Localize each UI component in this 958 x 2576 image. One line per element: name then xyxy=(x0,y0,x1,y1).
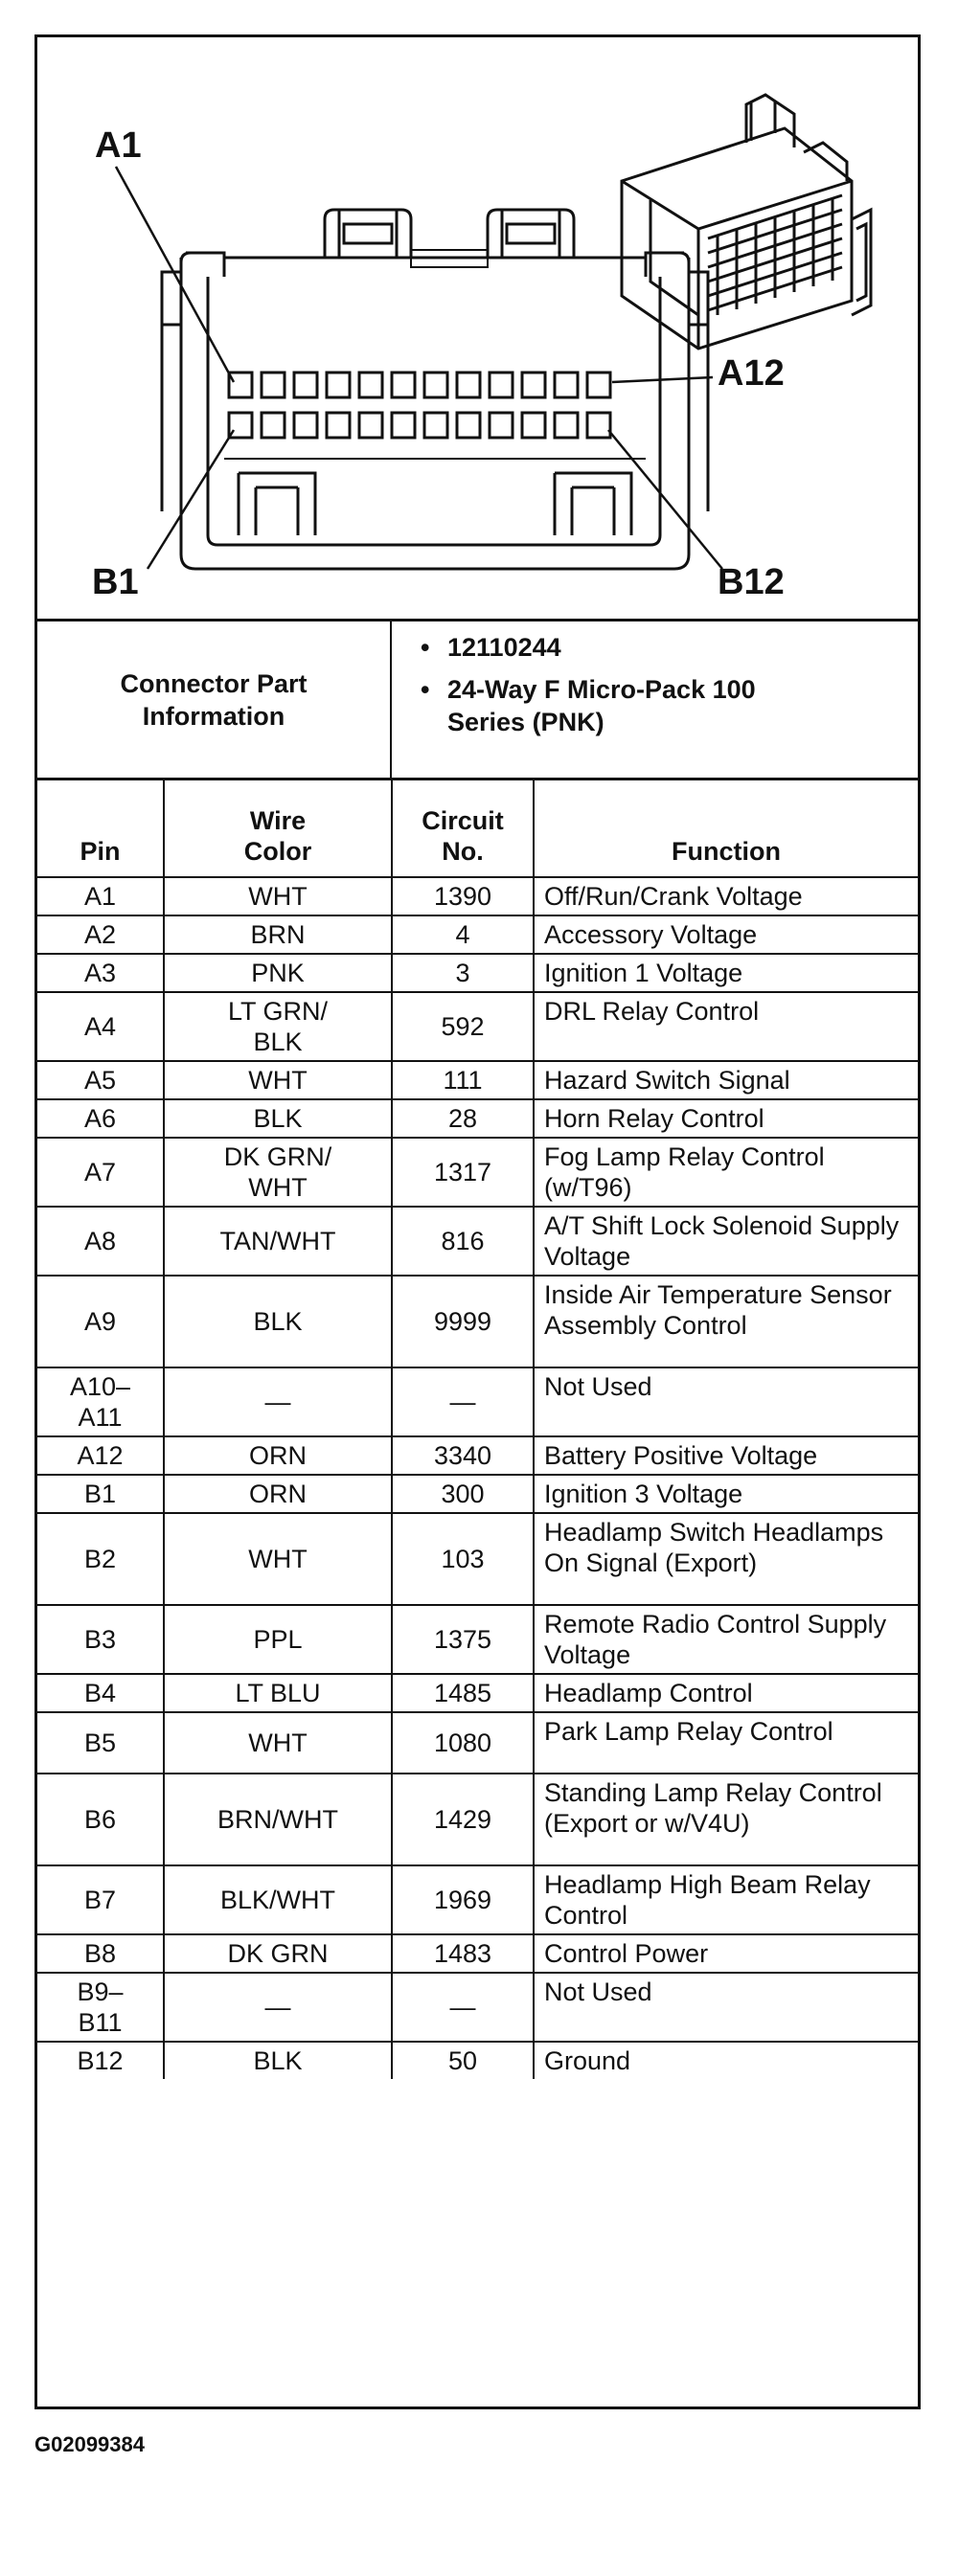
wire-color-cell: PNK xyxy=(164,954,392,992)
function-cell: Standing Lamp Relay Control (Export or w/V4U) xyxy=(534,1774,918,1865)
wire-color-cell: BLK xyxy=(164,1276,392,1367)
table-row xyxy=(37,1276,918,1367)
pin-cell: B7 xyxy=(37,1865,164,1934)
pin-cell: A9 xyxy=(37,1276,164,1367)
circuit-cell: 1080 xyxy=(392,1712,534,1774)
circuit-cell: 3 xyxy=(392,954,534,992)
circuit-cell: 1375 xyxy=(392,1605,534,1674)
connector-info-label: Connector Part Information xyxy=(37,621,392,778)
table-row xyxy=(37,1207,918,1276)
function-cell: Remote Radio Control Supply Voltage xyxy=(534,1605,918,1674)
function-cell: Not Used xyxy=(534,1973,918,2042)
figure-id: G02099384 xyxy=(34,2432,145,2456)
function-cell: Horn Relay Control xyxy=(534,1099,918,1138)
circuit-cell: 1483 xyxy=(392,1934,534,1973)
pin-cell: A1 xyxy=(37,877,164,915)
pinout-rows xyxy=(37,877,918,2079)
pin-cell: A7 xyxy=(37,1138,164,1207)
wire-color-cell: ORN xyxy=(164,1475,392,1513)
table-row xyxy=(37,1099,918,1138)
function-cell: A/T Shift Lock Solenoid Supply Voltage xyxy=(534,1207,918,1276)
wire-color-cell: BLK xyxy=(164,2042,392,2079)
table-row xyxy=(37,992,918,1061)
label-a1: A1 xyxy=(95,125,142,166)
circuit-cell: — xyxy=(392,1973,534,2042)
circuit-cell: 103 xyxy=(392,1513,534,1605)
wire-color-cell: LT BLU xyxy=(164,1674,392,1712)
wire-color-cell: BRN/WHT xyxy=(164,1774,392,1865)
connector-drawing xyxy=(37,37,918,619)
function-cell: Inside Air Temperature Sensor Assembly Control xyxy=(534,1276,918,1367)
circuit-cell: 50 xyxy=(392,2042,534,2079)
wire-color-cell: DK GRN/ WHT xyxy=(164,1138,392,1207)
table-row xyxy=(37,877,918,915)
table-row xyxy=(37,2042,918,2079)
table-row xyxy=(37,1436,918,1475)
connector-face xyxy=(162,210,708,569)
pin-cell: B6 xyxy=(37,1774,164,1865)
circuit-cell: 1317 xyxy=(392,1138,534,1207)
function-cell: Fog Lamp Relay Control (w/T96) xyxy=(534,1138,918,1207)
pin-cell: B3 xyxy=(37,1605,164,1674)
wire-color-cell: TAN/WHT xyxy=(164,1207,392,1276)
table-row xyxy=(37,1712,918,1774)
pin-cell: A2 xyxy=(37,915,164,954)
table-row xyxy=(37,1475,918,1513)
table-header-row xyxy=(37,778,918,877)
wire-color-cell: ORN xyxy=(164,1436,392,1475)
label-b12: B12 xyxy=(718,562,785,602)
circuit-cell: 111 xyxy=(392,1061,534,1099)
wire-color-cell: PPL xyxy=(164,1605,392,1674)
wire-color-cell: WHT xyxy=(164,1513,392,1605)
function-cell: Headlamp Control xyxy=(534,1674,918,1712)
function-cell: Not Used xyxy=(534,1367,918,1436)
pin-cell: B1 xyxy=(37,1475,164,1513)
wire-color-cell: — xyxy=(164,1367,392,1436)
table-row xyxy=(37,1513,918,1605)
function-cell: Hazard Switch Signal xyxy=(534,1061,918,1099)
pin-cell: A5 xyxy=(37,1061,164,1099)
connector-info-items xyxy=(394,631,911,748)
circuit-cell: 3340 xyxy=(392,1436,534,1475)
pin-cell: B2 xyxy=(37,1513,164,1605)
function-cell: Accessory Voltage xyxy=(534,915,918,954)
pin-cell: A12 xyxy=(37,1436,164,1475)
circuit-cell: 4 xyxy=(392,915,534,954)
circuit-cell: 816 xyxy=(392,1207,534,1276)
circuit-cell: 1429 xyxy=(392,1774,534,1865)
table-row xyxy=(37,1973,918,2042)
wire-color-cell: WHT xyxy=(164,1712,392,1774)
table-row xyxy=(37,1774,918,1865)
circuit-cell: 1390 xyxy=(392,877,534,915)
wire-color-cell: BRN xyxy=(164,915,392,954)
circuit-cell: 9999 xyxy=(392,1276,534,1367)
part-number: • 12110244 xyxy=(409,631,911,664)
connector-part-info xyxy=(37,621,918,780)
pinout-table xyxy=(37,778,918,2079)
label-b1: B1 xyxy=(92,562,139,602)
function-cell: Battery Positive Voltage xyxy=(534,1436,918,1475)
wire-color-cell: LT GRN/ BLK xyxy=(164,992,392,1061)
circuit-cell: 28 xyxy=(392,1099,534,1138)
table-row xyxy=(37,954,918,992)
table-row xyxy=(37,1138,918,1207)
pin-cell: A3 xyxy=(37,954,164,992)
pin-cell: B5 xyxy=(37,1712,164,1774)
table-row xyxy=(37,915,918,954)
circuit-cell: 1485 xyxy=(392,1674,534,1712)
circuit-cell: 592 xyxy=(392,992,534,1061)
function-cell: Control Power xyxy=(534,1934,918,1973)
function-cell: Off/Run/Crank Voltage xyxy=(534,877,918,915)
function-cell: DRL Relay Control xyxy=(534,992,918,1061)
wire-color-cell: BLK xyxy=(164,1099,392,1138)
label-a12: A12 xyxy=(718,353,785,394)
wire-color-cell: BLK/WHT xyxy=(164,1865,392,1934)
connector-sheet xyxy=(34,34,921,2409)
table-row xyxy=(37,1865,918,1934)
circuit-cell: 300 xyxy=(392,1475,534,1513)
pin-cell: A6 xyxy=(37,1099,164,1138)
wire-color-cell: — xyxy=(164,1973,392,2042)
table-row xyxy=(37,1367,918,1436)
pin-cell: A10– A11 xyxy=(37,1367,164,1436)
connector-type: • 24-Way F Micro-Pack 100 Series (PNK) xyxy=(409,673,911,738)
table-row xyxy=(37,1934,918,1973)
function-cell: Ignition 1 Voltage xyxy=(534,954,918,992)
table-row xyxy=(37,1674,918,1712)
circuit-cell: — xyxy=(392,1367,534,1436)
header-wire-color: Wire Color xyxy=(164,778,392,877)
pin-cell: B4 xyxy=(37,1674,164,1712)
header-function: Function xyxy=(534,778,918,877)
wire-color-cell: WHT xyxy=(164,877,392,915)
pin-cavities-row-a xyxy=(229,373,610,397)
pin-cavities-row-b xyxy=(229,413,610,438)
pin-cell: A8 xyxy=(37,1207,164,1276)
function-cell: Ignition 3 Voltage xyxy=(534,1475,918,1513)
header-pin: Pin xyxy=(37,778,164,877)
pin-cell: B12 xyxy=(37,2042,164,2079)
table-row xyxy=(37,1605,918,1674)
pin-cell: A4 xyxy=(37,992,164,1061)
function-cell: Headlamp Switch Headlamps On Signal (Export) xyxy=(534,1513,918,1605)
function-cell: Park Lamp Relay Control xyxy=(534,1712,918,1774)
function-cell: Headlamp High Beam Relay Control xyxy=(534,1865,918,1934)
pin-cell: B9– B11 xyxy=(37,1973,164,2042)
wire-color-cell: WHT xyxy=(164,1061,392,1099)
circuit-cell: 1969 xyxy=(392,1865,534,1934)
pin-cell: B8 xyxy=(37,1934,164,1973)
table-row xyxy=(37,1061,918,1099)
function-cell: Ground xyxy=(534,2042,918,2079)
wire-color-cell: DK GRN xyxy=(164,1934,392,1973)
connector-diagram xyxy=(37,37,918,621)
header-circuit-no: Circuit No. xyxy=(392,778,534,877)
